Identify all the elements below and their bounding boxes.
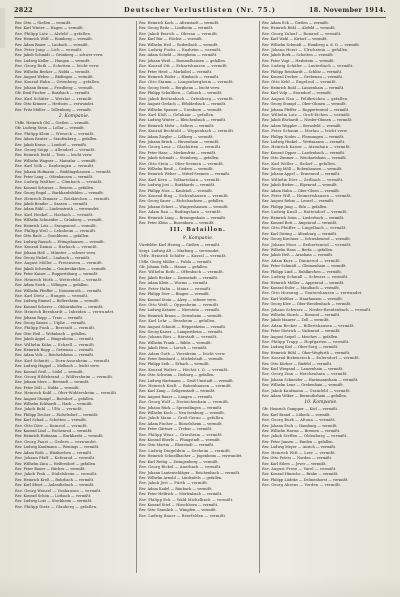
casualty-entry: Rsv. Jakob Ruhl — Ulfa — vermißt. bbox=[15, 407, 84, 412]
casualty-entry: Rsv. Johann Ries — Bürstadt — vermißt. bbox=[139, 335, 218, 340]
casualty-entry: Rsv. Karl Henkel — Harbach — vermißt. bbox=[15, 212, 94, 217]
casualty-entry: Rsv. Heinrich Hofmann — Burkhards — vermißt. bbox=[15, 434, 104, 439]
casualty-entry: Rsv. Ludwig Schäfer — Lauterbach — vermißt. bbox=[262, 64, 354, 69]
casualty-entry: Rsv. Karl Schäfer — Wetzlar — vermißt. bbox=[15, 96, 94, 101]
casualty-entry: Rsv. Jakob Appel — Bingenheim — vermißt. bbox=[15, 337, 95, 342]
casualty-entry: Rsv. Ludwig Winter — Bleichenbach — vermißt. bbox=[139, 118, 227, 123]
casualty-entry: Rsv. Adam Völker — Bermuthshain — gefallen. bbox=[262, 394, 347, 399]
casualty-entry: Rsv. Adam Bauer — Laubach — vermißt. bbox=[15, 42, 89, 47]
casualty-entry: Rsv. Karl Wiegand — Lanzenhain — vermißt. bbox=[262, 367, 344, 371]
column-2-top-list bbox=[139, 21, 257, 226]
column-3-main-list bbox=[262, 407, 380, 488]
casualty-entry: Rsv. Otto Weiß — Oppenheim — vermißt. bbox=[139, 302, 220, 307]
casualty-entry: Rsv. Wilhelm Haas — Berfa — gefallen. bbox=[262, 248, 334, 253]
casualty-entry: Rsv. Peter Jansen — Emden — gefallen. bbox=[262, 439, 334, 444]
casualty-entry: Rsv. Konrad Bing — Sichenhausen — vermißt. bbox=[139, 194, 230, 198]
casualty-entry: Gfr. Johann Volk — Hanau — gefallen. bbox=[139, 265, 208, 270]
casualty-entry: Rsv. Heinrich Schnellbacher — Jugenheim — verwundet. bbox=[139, 454, 243, 459]
casualty-entry: Rsv. Heinrich Wolf — Homberg — vermißt. bbox=[15, 37, 93, 42]
casualty-entry: Rsv. August Weber — Büdingen — vermißt. bbox=[15, 75, 94, 80]
casualty-entry: Rsv. August Möller — Freienseen — vermißt. bbox=[15, 261, 104, 266]
casualty-entry: Rsv. Philipp Eck — Wald-Michelbach — vermißt. bbox=[139, 497, 234, 502]
casualty-entry: Rsv. Jakob Jöst — Fürth — vermißt. bbox=[139, 481, 209, 486]
company-subheading: 9. Kompanie. bbox=[182, 236, 214, 242]
casualty-entry: Rsv. Karl Ebert — Aulendiebach — vermißt. bbox=[15, 483, 95, 488]
casualty-entry: Rsv. Philipp Schultheis — Calbach — vermißt. bbox=[139, 91, 223, 96]
casualty-entry: Rsv. Wilhelm Frank — Biblis — vermißt. bbox=[139, 340, 212, 345]
casualty-entry: Rsv. Peter Jung — Lich — vermißt. bbox=[15, 48, 83, 53]
column-1-main-list bbox=[15, 121, 133, 510]
casualty-entry: Rsv. Georg Reitz — Lindheim — vermißt. bbox=[139, 26, 214, 31]
casualty-entry: Rsv. Karl Rettig — Zwingenberg — vermißt. bbox=[139, 459, 219, 464]
casualty-entry: Rsv. Heinrich Möller — Appenrod — vermißt. bbox=[262, 280, 345, 285]
casualty-entry: Rsv. Karl Zang — Seligenstadt — vermißt. bbox=[139, 389, 216, 394]
casualty-entry: Rsv. Peter Reinhard — Michelstadt — vermißt. bbox=[139, 356, 224, 361]
casualty-entry: Rsv. Johann Pfaff — Kefenrod — vermißt. bbox=[15, 456, 96, 461]
casualty-entry: Rsv. Heinrich Braun — Gernsheim — vermißt. bbox=[139, 313, 223, 318]
casualty-entry: Gfr. Ludwig Stein — Lollar — vermißt. bbox=[15, 126, 85, 131]
casualty-entry: Rsv. Konrad Geiß — Södel — vermißt. bbox=[15, 369, 84, 374]
casualty-entry: Rsv. Adam Fischer — Rüsselsheim — vermißt. bbox=[139, 421, 223, 426]
casualty-entry: Rsv. Jakob Breitenbach — Ortenberg — vermißt. bbox=[139, 96, 235, 101]
casualty-entry: Rsv. Heinrich Bernhardt — Inheiden — verwundet. bbox=[15, 310, 115, 315]
casualty-entry: Rsv. Georg Zinn — Herchenhain — vermißt. bbox=[262, 372, 348, 377]
casualty-entry: Rsv. Georg Ahrens — Verden — vermißt. bbox=[262, 483, 342, 488]
casualty-entry: Rsv. Otto Körber — Rixfeld — vermißt. bbox=[262, 361, 333, 366]
casualty-entry: Rsv. Adam Rau — Rudingshain — vermißt. bbox=[139, 210, 222, 215]
casualty-entry: Gfr. Heinrich Gompper — Kiel — vermißt. bbox=[262, 407, 339, 412]
casualty-entry: Rsv. Adam Ziegler — Lißberg — vermißt. bbox=[139, 134, 214, 139]
issue-date: 18. November 1914. bbox=[309, 6, 386, 14]
casualty-entry: Rsv. Adam Hahn — Ober-Gleen — vermißt. bbox=[262, 188, 341, 193]
casualty-entry: Rsv. Wilhelm Lotz — Groß-Eichen — vermißt. bbox=[262, 112, 351, 117]
casualty-entry: Rsv. Konrad Bott — Angenrod — vermißt. bbox=[262, 221, 338, 226]
casualty-entry: Rsv. Johann Moos — Reibertenrod — vermißt. bbox=[262, 242, 352, 247]
casualty-entry: Rsv. Ludwig Keller — Hungen — vermißt. bbox=[15, 58, 91, 63]
casualty-entry: Rsv. Peter Gärtner — Trebur — vermißt. bbox=[139, 427, 213, 432]
casualty-entry: Rsv. Adam Scheld — Heegheim — vermißt. bbox=[139, 53, 218, 58]
casualty-entry: Rsv. Johann Hofmann — Rüddingshausen — vermißt. bbox=[15, 169, 112, 174]
casualty-entry: Rsv. Heinrich Lotz — Stangenrod — vermißt. bbox=[15, 223, 97, 228]
casualty-entry: Rsv. Jakob Bork — Schotten — vermißt. bbox=[262, 53, 334, 58]
casualty-entry: Rsv. Wilhelm Pfeiffer — Nonnenroth — vermißt. bbox=[15, 288, 103, 293]
casualty-entry: Rsv. Ludwig Lotz — Stockheim — vermißt. bbox=[15, 499, 93, 504]
casualty-entry: Rsv. August Seipel — Meiches — gefallen. bbox=[262, 334, 339, 339]
casualty-entry: Rsv. Karl Bär — Höchst — vermißt. bbox=[139, 37, 203, 42]
casualty-entry: Rsv. Ludwig Kiel — Ober-Sorg — vermißt. bbox=[262, 345, 339, 350]
casualty-entry: Rsv. Philipp Decher — Eichelsdorf — vermißt. bbox=[15, 412, 99, 417]
casualty-entry: Rsv. Konrad Birkenstock — Eulersdorf — vermißt. bbox=[262, 356, 361, 361]
casualty-entry: Rsv. Adam Reuter — Staufenberg — gefallen. bbox=[15, 137, 98, 142]
casualty-entry: Rsv. Karl Volp — Storndorf — vermißt. bbox=[262, 91, 332, 96]
casualty-entry: Rsv. Karl Schmitt — Dorn-Assenheim — vermißt. bbox=[15, 358, 111, 363]
casualty-entry: Rsv. Jakob Becker — Darmstadt — vermißt. bbox=[139, 275, 219, 280]
casualty-entry: Rsv. Otto Dörr — Rainrod — vermißt. bbox=[15, 423, 89, 428]
casualty-entry: Rsv. Johann Heß — Münster — schwer verw. bbox=[15, 250, 97, 255]
casualty-entry: Rsv. Otto Kehl — Engelrod — vermißt. bbox=[262, 80, 338, 85]
casualty-entry: Rsv. Georg Wenzel — Vonhausen — vermißt. bbox=[15, 488, 102, 493]
page-shadow bbox=[0, 575, 400, 597]
casualty-entry: Rsv. Adam Roth — Hitzkirchen — vermißt. bbox=[15, 450, 93, 455]
casualty-entry: Utffz. Heinrich Schäfer — Kassel — vermißt. bbox=[139, 254, 227, 259]
casualty-entry: Sergt. Ludwig Alt — Marburg — verwundet. bbox=[139, 248, 220, 253]
casualty-entry: Rsv. Wilhelm Spamer — Usenborn — vermißt. bbox=[139, 107, 223, 112]
casualty-entry: Rsv. Ludwig Meyer — Aurich — vermißt. bbox=[262, 445, 337, 450]
casualty-entry: Rsv. Georg Sames — Utphe — vermißt. bbox=[15, 320, 87, 325]
casualty-entry: Rsv. Johann Horst — Ulrichstein — gefallen. bbox=[262, 48, 349, 53]
casualty-entry: Rsv. Wilhelm Kühn — Echzell — vermißt. bbox=[15, 342, 96, 347]
casualty-entry: Rsv. Konrad Stief — Hirschhorn — vermißt. bbox=[139, 502, 219, 507]
casualty-entry: Rsv. Otto Peters — Norden — vermißt. bbox=[262, 456, 333, 461]
casualty-entry: Rsv. Karl Brand — Lübeck — vermißt. bbox=[262, 412, 331, 417]
casualty-entry: Rsv. Otto Martin — Eberstadt — vermißt. bbox=[139, 443, 215, 448]
casualty-entry: Rsv. Johann Schneider — Hartmannshain — vermißt. bbox=[262, 377, 359, 382]
casualty-entry: Rsv. Heinrich Rupp — Gettenau — vermißt. bbox=[15, 347, 95, 352]
casualty-entry: Rsv. Adam Klein — Worms — vermißt. bbox=[139, 281, 209, 286]
casualty-entry: Rsv. August Schmitt — Heppenheim — vermißt. bbox=[139, 324, 227, 329]
company-subheading: 10. Kompanie. bbox=[304, 400, 338, 406]
casualty-entry: Rsv. Georg Faust — Gedern — verwundet. bbox=[15, 439, 98, 444]
casualty-entry: Rsv. Peter Dietrich — Vadenrod — vermißt. bbox=[262, 329, 341, 334]
casualty-entry: Rsv. Johann Weiß — Rommelhausen — gefallen. bbox=[139, 58, 226, 63]
page-number: 2822 bbox=[14, 6, 33, 14]
casualty-entry: Rsv. Peter Helfrich — Mörlenbach — vermißt. bbox=[139, 492, 223, 497]
casualty-entry: Rsv. Adam Volz — Reichelsheim — vermißt. bbox=[15, 353, 95, 358]
casualty-entry: Rsv. Georg Neeb — Bergheim — leicht verw. bbox=[139, 85, 221, 90]
casualty-entry: Rsv. Georg Burk — Altona — vermißt. bbox=[262, 418, 336, 423]
casualty-entry: Rsv. Peter Haas — Merkenfritz — vermißt. bbox=[139, 150, 217, 155]
casualty-entry: Rsv. Konrad Stein — Alzey — schwer verw. bbox=[139, 297, 217, 302]
casualty-entry: Rsv. Konrad Hahn — Ortenberg — gefallen. bbox=[15, 80, 101, 85]
casualty-entry: Rsv. Georg Hildebrand — Wölfersheim — vermißt. bbox=[15, 375, 114, 379]
casualty-entry: Rsv. Georg Roth — Schotten — leicht verw. bbox=[15, 64, 100, 69]
casualty-entry: Rsv. Jakob Ehrhardt — Nieder-Ohmen — vermißt. bbox=[262, 118, 353, 123]
casualty-entry: Rsv. Heinrich Rühl — Ober-Wegfurth — vermißt. bbox=[262, 350, 351, 355]
casualty-entry: Rsv. Heinrich Zimmer — Reiskirchen — vermißt. bbox=[15, 196, 111, 201]
casualty-entry: Rsv. Heinrich Mohr — Selters — vermißt. bbox=[139, 123, 215, 128]
casualty-entry: Rsv. Peter Schmidt — Gleimenhain — vermißt. bbox=[262, 264, 347, 269]
casualty-entry: Rsv. Philipp Nies — Kaulstoß — vermißt. bbox=[139, 188, 213, 193]
casualty-entry: Rsv. Johann Appel — Ermenrod — vermißt. bbox=[262, 172, 341, 177]
casualty-entry: Rsv. Johann Eckert — Wingershausen — vermißt. bbox=[139, 204, 229, 209]
column-divider bbox=[136, 21, 137, 573]
casualty-entry: Rsv. Karl Döring — Altenburg — vermißt. bbox=[262, 231, 338, 236]
casualty-entry: Rsv. Konrad Bechtold — Wippenbach — vermißt. bbox=[139, 129, 235, 134]
casualty-entry: Rsv. Karl Eilers — Jever — vermißt. bbox=[262, 461, 327, 466]
casualty-entry: Rsv. Konrad Schön — Lorbach — vermißt. bbox=[15, 493, 92, 498]
casualty-entry: Rsv. Jakob Hess — Lorsch — vermißt. bbox=[139, 346, 208, 351]
casualty-entry: Rsv. Jakob Mann — Groß-Gerau — gefallen. bbox=[139, 416, 225, 421]
casualty-entry: Rsv. August Nau — Feldkrücken — gefallen. bbox=[262, 96, 349, 101]
casualty-entry: Rsv. Otto Pfeiffer — Lingelbach — vermißt. bbox=[262, 226, 347, 231]
casualty-entry: Rsv. Adam Kadel — Rimbach — vermißt. bbox=[139, 486, 213, 491]
casualty-entry: Rsv. Georg Stumpf — Ober-Ohmen — vermißt. bbox=[262, 102, 347, 107]
casualty-entry: Rsv. Wilhelm Lenz — Grebenhain — vermißt. bbox=[262, 383, 344, 388]
casualty-entry: Rsv. Konrad Damm — Harbach — vermißt. bbox=[15, 245, 99, 250]
casualty-entry: Rsv. Jakob Heß — Arnshain — vermißt. bbox=[262, 253, 334, 258]
casualty-entry: Rsv. Jakob Maurer — Zell — vermißt. bbox=[262, 318, 330, 323]
casualty-entry: Rsv. Otto Heil — Wohnbach — gefallen. bbox=[15, 331, 87, 336]
casualty-entry: Rsv. Peter Herd — Marköbel — vermißt. bbox=[139, 69, 213, 74]
casualty-entry: Rsv. Adam Eck — Gießen — vermißt. bbox=[262, 21, 330, 25]
casualty-entry: Rsv. Ludwig Schmall — Schwarz — vermißt. bbox=[262, 275, 349, 280]
casualty-entry: Rsv. Konrad Eberle — Pfungstadt — vermißt. bbox=[139, 438, 221, 443]
casualty-entry: Rsv. Ludwig Knoll — Hattendorf — vermißt. bbox=[262, 210, 349, 215]
casualty-entry: Rsv. Otto Hornung — Gontershausen — verwundet. bbox=[262, 291, 363, 296]
casualty-entry: Rsv. Karl Walther — Haarhausen — vermißt. bbox=[262, 296, 343, 301]
casualty-entry: Rsv. Otto Schwinn — Dieburg — gefallen. bbox=[139, 373, 215, 378]
casualty-entry: Rsv. Ludwig Kaufmann — Wenings — vermißt. bbox=[15, 445, 100, 450]
casualty-entry: Rsv. Peter Vogt — Herbstein — vermißt. bbox=[262, 58, 335, 63]
casualty-entry: Rsv. Konrad Decher — Grebenau — vermißt. bbox=[262, 75, 344, 80]
casualty-entry: Rsv. Ludwig Fuchs — Enzheim — vermißt. bbox=[139, 48, 222, 53]
casualty-entry: Rsv. Jakob Bender — Saasen — vermißt. bbox=[15, 202, 89, 206]
casualty-entry: Rsv. Philipp Trapp — Hopfgarten — vermißt. bbox=[262, 339, 350, 344]
casualty-entry: Rsv. Jakob Schwalm — Gonterskirchen — vermißt. bbox=[15, 266, 107, 271]
casualty-entry: Rsv. Heinrich Seim — Liederbach — vermißt. bbox=[262, 215, 345, 220]
casualty-entry: Rsv. Karl Lehr — Bensheim — gefallen. bbox=[139, 319, 216, 324]
casualty-entry: Utffz. Heinrich Ohl — Gießen — vermißt. bbox=[15, 120, 90, 125]
casualty-entry: Rsv. Heinrich Kaiser — Atzenhain — vermißt. bbox=[262, 145, 352, 150]
casualty-entry: Rsv. Peter Bauer — Büches — vermißt. bbox=[15, 466, 86, 471]
casualty-entry: Rsv. Wilhelm Zinn — Helfersdorf — gefallen. bbox=[15, 461, 97, 466]
casualty-entry: Rsv. Jakob Steffen — Oldenburg — vermißt. bbox=[262, 434, 348, 439]
casualty-entry: Rsv. Georg Lenz — Glashütten — vermißt. bbox=[139, 145, 222, 150]
column-3-top-list bbox=[262, 21, 380, 399]
casualty-entry: Rsv. Heinrich Rühl — Alsfeld — vermißt. bbox=[262, 26, 336, 31]
casualty-entry: Rsv. Jakob Kraus — Londorf — vermißt. bbox=[15, 142, 88, 147]
casualty-entry: Rsv. Otto Stamm — Langenbergheim — vermißt. bbox=[139, 80, 235, 85]
binding-tab bbox=[0, 8, 5, 48]
casualty-entry: Rsv. Georg Klee — Ober-Breidenbach — vermißt. bbox=[262, 302, 352, 307]
casualty-entry: Rsv. Philipp Lüdeke — Delmenhorst — vermißt. bbox=[262, 477, 349, 482]
casualty-entry: Rsv. Konrad Schwarz — Beuern — gefallen. bbox=[15, 185, 95, 190]
casualty-entry: Rsv. Philipp Weil — Lehnheim — vermißt. bbox=[15, 229, 97, 234]
casualty-entry: Rsv. Ludwig Krämer — Nierstein — vermißt. bbox=[139, 308, 221, 313]
column-1-top-list bbox=[15, 21, 133, 113]
casualty-entry: Rsv. Heinrich Diehl — Treis — leicht verw. bbox=[15, 153, 93, 158]
casualty-entry: Rsv. Wilhelm Koch — Neu-Isenburg — vermißt. bbox=[139, 411, 225, 416]
column-3 bbox=[262, 21, 380, 573]
casualty-entry: Rsv. Heinrich Kreß — Rohrbach — vermißt. bbox=[15, 477, 95, 482]
casualty-entry: Vizefeldw. Karl Hering — Gießen — vermißt. bbox=[139, 243, 221, 248]
column-2-main-list bbox=[139, 243, 257, 519]
casualty-entry: Rsv. Wilhelm Eckhardt — Harb — vermißt. bbox=[15, 402, 93, 407]
casualty-entry: Rsv. Jakob Fink — Düdelsheim — vermißt. bbox=[15, 472, 98, 477]
casualty-entry: Rsv. Johann Pfeffer — Ruppertenrod — vermißt. bbox=[262, 107, 350, 112]
casualty-entry: Rsv. August Gerlach — Effolderbach — vermißt. bbox=[139, 102, 227, 107]
casualty-entry: Rsv. Jakob Bieber — Elpenrod — vermißt. bbox=[262, 183, 338, 188]
casualty-entry: Rsv. Peter Will — Heimertshausen — vermißt. bbox=[262, 194, 352, 198]
casualty-entry: Rsv. Wilhelm Reuß — Gedern — vermißt. bbox=[139, 166, 214, 171]
casualty-entry: Rsv. Adam Guth — Viernheim — leicht verw. bbox=[139, 351, 226, 356]
casualty-entry: Rsv. Otto Krämer — Herborn — verwundet. bbox=[15, 102, 95, 107]
casualty-entry: Rsv. Konrad Ott — Eckartshausen — vermißt. bbox=[139, 64, 229, 69]
casualty-entry: Rsv. Georg Zulauf — Romrod — vermißt. bbox=[262, 31, 342, 36]
casualty-entry: Rsv. Johann Lautenschläger — Reichenbach — vermißt. bbox=[139, 470, 241, 475]
header-rule bbox=[14, 17, 386, 18]
casualty-entry: Rsv. Otto Gramlich — Wimpfen — vermißt. bbox=[139, 508, 217, 513]
casualty-entry: Rsv. Otto Bach — Queckborn — gefallen. bbox=[15, 234, 90, 239]
casualty-entry: Rsv. Georg Kaiser — Lampertheim — vermißt. bbox=[139, 329, 224, 334]
casualty-entry: Rsv. Ludwig Walther — Climbach — vermißt. bbox=[15, 180, 103, 185]
casualty-entry: Rsv. Philipp Lind — Ruhlkirchen — vermißt. bbox=[262, 269, 342, 274]
casualty-entry: Gfr. Emil Fischer — Butzbach — vermißt. bbox=[15, 91, 91, 96]
company-subheading: 2. Kompanie. bbox=[58, 113, 90, 119]
casualty-entry: Rsv. Philipp Dietz — Glauberg — gefallen. bbox=[15, 504, 98, 509]
casualty-entry: Rsv. Wilhelm Wagner — Mainzlar — vermißt. bbox=[15, 158, 97, 163]
casualty-entry: Rsv. Konrad Walter — Höchst i. O. — vermißt. bbox=[139, 367, 229, 372]
casualty-entry: Rsv. Ludwig Jost — Burkhards — vermißt. bbox=[139, 183, 216, 188]
casualty-entry: Rsv. Georg Kirchner — Schwabenrod — vermißt. bbox=[262, 237, 351, 242]
casualty-entry: Rsv. Jakob Emrich — Oberau — vermißt. bbox=[139, 31, 219, 36]
issue-number: (Nr. 75.) bbox=[236, 6, 277, 14]
casualty-entry: Rsv. Wilhelm Storch — Romrod — vermißt. bbox=[262, 312, 341, 317]
casualty-entry: Rsv. Wilhelm Becker — Nidda — vermißt. bbox=[15, 69, 91, 74]
casualty-entry: Rsv. Georg Sauer — Eichelsachsen — gefallen. bbox=[139, 199, 225, 204]
casualty-entry: Rsv. Ludwig Rausch — Ettingshausen — vermißt. bbox=[15, 239, 105, 244]
column-2 bbox=[139, 21, 257, 573]
casualty-entry: Rsv. Johann Merz — Berstadt — vermißt. bbox=[15, 380, 90, 385]
column-1 bbox=[15, 21, 133, 573]
casualty-entry: Rsv. Peter Döll — Nidda — vermißt. bbox=[15, 385, 80, 390]
casualty-entry: Rsv. Ludwig Happel — Melbach — leicht verw. bbox=[15, 364, 100, 369]
casualty-entry: Rsv. Karl Kern — Volkartshain — vermißt. bbox=[139, 177, 222, 182]
casualty-entry: Rsv. Karl Dietz — Hungen — vermißt. bbox=[15, 293, 89, 298]
casualty-entry: Rsv. August Frese — Varel — vermißt. bbox=[262, 466, 337, 471]
casualty-entry: Rsv. Otto Stein — Ober-Seemen — vermißt. bbox=[139, 161, 225, 166]
casualty-entry: Rsv. Jakob Schmidt — Steinberg — gefallen. bbox=[139, 156, 220, 161]
casualty-entry: Rsv. Peter Klein — Busenborn — vermißt. bbox=[139, 221, 215, 226]
casualty-entry: Rsv. Konrad Scherer — Obbornhofen — vermißt. bbox=[15, 304, 104, 309]
casualty-entry: Rsv. Johann Esch — Hamburg — vermißt. bbox=[262, 423, 338, 428]
casualty-entry: Rsv. Johann Schwarz — Nieder-Breidenbach — vermißt. bbox=[262, 307, 372, 312]
casualty-entry: Utffz. Georg Müller — Fulda — vermißt. bbox=[139, 259, 213, 264]
casualty-entry: Rsv. Heinrich Lang — Breungeshain — vermißt. bbox=[139, 215, 227, 220]
casualty-entry: Rsv. Georg Möll — Bobenhausen — vermißt. bbox=[262, 166, 343, 171]
casualty-entry: Rsv. Georg Seipp — Allendorf — vermißt. bbox=[15, 147, 96, 152]
casualty-entry: Rsv. Karl Weller — Ilsdorf — gefallen. bbox=[262, 161, 337, 166]
casualty-entry: Rsv. August Rehm — Leusel — vermißt. bbox=[262, 199, 335, 204]
casualty-entry: Rsv. Ludwig Hartmann — Groß-Umstadt — vermißt. bbox=[139, 378, 234, 383]
casualty-entry: Rsv. Peter Kaiser — Ruppertsburg — vermißt. bbox=[15, 272, 99, 277]
casualty-entry: Rsv. Konrad Hinrichs — Brake — vermißt. bbox=[262, 472, 339, 477]
casualty-entry: Rsv. Karl Klöß — Gelnhaar — gefallen. bbox=[139, 112, 215, 117]
casualty-entry: Rsv. Heinrich Kuhl — Ober-Widdersheim — vermißt. bbox=[15, 391, 118, 396]
casualty-entry: Rsv. Karl Volk — Daubringen — vermißt. bbox=[15, 164, 95, 169]
casualty-entry: Rsv. Wilhelm Arnold — Lindenfels — gefallen. bbox=[139, 475, 223, 480]
casualty-entry: Rsv. Philipp Reinhardt — Schlitz — vermißt. bbox=[262, 69, 343, 74]
casualty-entry: Rsv. Heinrich Weber — Mittel-Seemen — vermißt. bbox=[139, 172, 231, 177]
casualty-entry: Rsv. Johann Repp — Trais — vermißt. bbox=[15, 315, 84, 320]
casualty-entry: Rsv. Peter Hahn — Mainz — vermißt. bbox=[139, 286, 212, 291]
casualty-entry: Rsv. Otto — Gießen — vermißt. bbox=[15, 21, 72, 25]
casualty-entry: Rsv. Georg Engel — Burkhardsfelden — vermißt. bbox=[15, 191, 104, 196]
casualty-entry: Rsv. Adam Weppler — Bernsfeld — vermißt. bbox=[262, 123, 342, 128]
column-divider bbox=[259, 21, 260, 573]
casualty-entry: Rsv. Adam Rühl — Lindenstruth — verwundet. bbox=[15, 207, 100, 212]
casualty-entry: Rsv. Johann Braun — Friedberg — vermißt. bbox=[15, 85, 94, 90]
casualty-entry: Rsv. Philipp Jung — Eifa — gefallen. bbox=[262, 204, 328, 209]
casualty-entry: Rsv. Johann Brück — Hirzenhain — vermißt. bbox=[139, 139, 220, 144]
casualty-entry: Rsv. Wilhelm Dörr — Zeilbach — vermißt. bbox=[262, 177, 344, 182]
casualty-entry: Rsv. Philipp Funk — Berstadt — vermißt. bbox=[15, 326, 96, 331]
casualty-entry: Rsv. Georg Bickel — Auerbach — vermißt. bbox=[139, 465, 222, 470]
casualty-entry: Rsv. Otto Zimmer — Weickartshain — vermißt. bbox=[262, 156, 347, 161]
battalion-heading: III. Bataillon. bbox=[170, 227, 226, 234]
casualty-entry: Rsv. Philipp Dörr — Bingen — vermißt. bbox=[139, 292, 210, 297]
casualty-entry: Rsv. Philipp Seib — Erbach — vermißt. bbox=[139, 362, 210, 367]
casualty-entry: Rsv. Adam Kurz — Dannerod — vermißt. bbox=[262, 258, 342, 263]
casualty-entry: Rsv. Wilhelm Harms — Bremen — vermißt. bbox=[262, 429, 341, 434]
casualty-entry: Rsv. Adam Stork — Villingen — gefallen. bbox=[15, 283, 89, 288]
casualty-entry: Rsv. August Bauer — Langen — vermißt. bbox=[139, 394, 214, 399]
publication-title-text: Deutscher Verlustlisten bbox=[123, 6, 233, 14]
casualty-entry: Rsv. Fritz Müller — Dillenburg — vermißt. bbox=[15, 107, 92, 112]
casualty-entry: Rsv. Ludwig Hinkel — Wettsaasen — vermißt. bbox=[262, 139, 346, 144]
casualty-entry: Rsv. Wilhelm Schmidt — Homberg a. d. O. — vermißt. bbox=[262, 42, 360, 47]
casualty-entry: Rsv. Philipp Wenz — Griesheim — vermißt. bbox=[139, 432, 223, 437]
casualty-entry: Rsv. Konrad Lind — Eschenrod — vermißt. bbox=[15, 429, 93, 434]
casualty-entry: Rsv. Ludwig Emmel — Bellersheim — vermißt. bbox=[15, 299, 100, 304]
casualty-entry: Rsv. Heinrich Muth — Wetterfeld — vermißt. bbox=[15, 277, 103, 282]
casualty-entry: Rsv. Heinrich Koch — Altenstadt — vermißt. bbox=[139, 21, 220, 25]
casualty-entry: Rsv. Heinrich Ruhl — Lanzenhain — vermißt. bbox=[262, 85, 345, 90]
casualty-entry: Rsv. Heinrich Röder — Himbach — vermißt. bbox=[139, 75, 220, 80]
casualty-entry: Rsv. Philipp Nodes — Flensungen — vermißt. bbox=[262, 134, 345, 139]
casualty-entry: Rsv. Jakob Schmidt — Grünberg — schwer verw. bbox=[15, 53, 104, 58]
casualty-entry: Rsv. Karl Wahl — Kirtorf — vermißt. bbox=[262, 37, 328, 42]
casualty-entry: Rsv. Jakob Kaufmann — Crainfeld — vermißt. bbox=[262, 388, 351, 393]
casualty-entry: Rsv. Peter Schaum — Merlau — leicht verw. bbox=[262, 129, 348, 134]
casualty-entry: Rsv. Karl Schad — Schotten — vermißt. bbox=[15, 418, 87, 423]
casualty-entry: Rsv. Philipp Lutz — Alsfeld — gefallen. bbox=[15, 31, 92, 36]
casualty-entry: Rsv. Heinrich Kraft — Babenhausen — vermißt. bbox=[139, 384, 233, 388]
casualty-entry: Rsv. Ludwig Dingeldein — Seeheim — vermißt. bbox=[139, 448, 232, 453]
casualty-entry: Rsv. Georg Nickel — Laubach — vermißt. bbox=[15, 256, 91, 261]
casualty-entry: Rsv. Wilhelm Roth — Offenbach — vermißt. bbox=[139, 270, 225, 275]
casualty-entry: Rsv. Wilhelm Schneider — Grünberg — vermißt. bbox=[15, 218, 103, 223]
casualty-entry: Rsv. Peter Lang — Odenhausen — vermißt. bbox=[15, 174, 94, 179]
casualty-entry: Rsv. Konrad Euler — Maulbach — vermißt. bbox=[262, 285, 340, 290]
casualty-entry: Rsv. Konrad Opper — Lardenbach — vermißt. bbox=[262, 150, 346, 155]
casualty-entry: Rsv. August Stumpf — Borsdorf — gefallen. bbox=[15, 396, 95, 401]
casualty-entry: Rsv. Johann Rück — Sprendlingen — vermißt. bbox=[139, 405, 223, 410]
casualty-entry: Rsv. Wilhelm Heil — Rodenbach — vermißt. bbox=[139, 42, 219, 47]
casualty-entry: Rsv. Ludwig Bauer — Beerfelden — vermißt. bbox=[139, 513, 227, 518]
casualty-entry: Rsv. Georg Wolf — Dreieichenhain — vermißt. bbox=[139, 400, 230, 405]
casualty-entry: Rsv. Adam Becker — Billertshausen — vermißt. bbox=[262, 323, 355, 328]
casualty-entry: Rsv. Karl Winter — Hagen — vermißt. bbox=[15, 26, 84, 31]
casualty-entry: Rsv. Philipp Klein — Wieseck — vermißt. bbox=[15, 131, 95, 136]
casualty-entry: Rsv. Heinrich Witt — Leer — vermißt. bbox=[262, 450, 337, 455]
